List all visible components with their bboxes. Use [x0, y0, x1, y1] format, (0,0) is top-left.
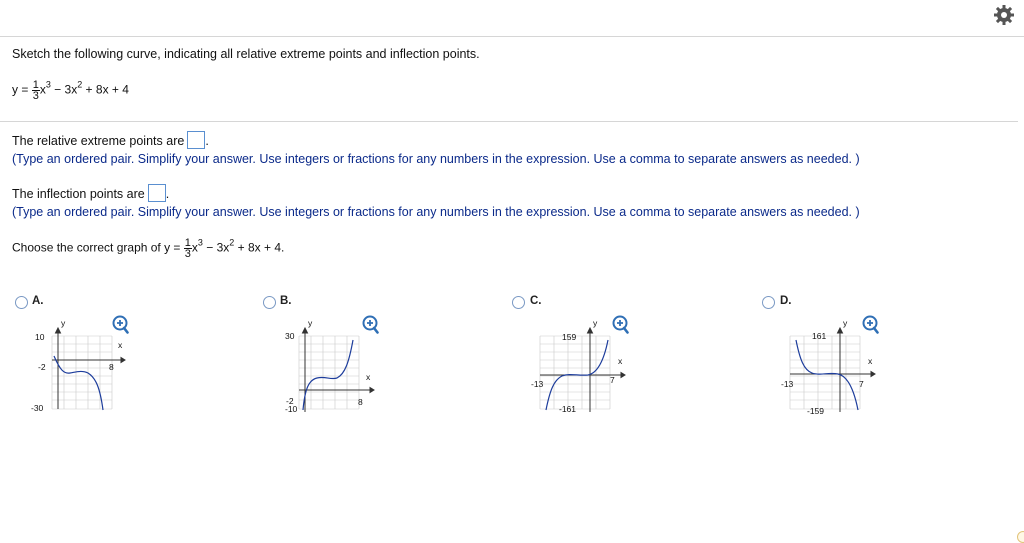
option-a-xaxis-name: x: [118, 340, 123, 350]
option-d-ytop-label: 161: [812, 331, 827, 341]
question-instruction: Sketch the following curve, indicating all relative extreme points and inflection points.: [12, 47, 480, 61]
inflection-points-prompt: The inflection points are .: [12, 184, 169, 202]
option-a-xright-label: 8: [109, 362, 114, 372]
option-a-yaxis-name: y: [61, 318, 66, 328]
option-b-label[interactable]: B.: [280, 295, 292, 307]
header-divider: [0, 36, 1024, 37]
option-c-ytop-label: 159: [562, 332, 577, 342]
option-b-yaxis-name: y: [308, 318, 313, 328]
option-a-ybot-label: -30: [31, 403, 44, 413]
option-c-label[interactable]: C.: [530, 295, 542, 307]
option-d-yaxis-name: y: [843, 318, 848, 328]
option-a-label[interactable]: A.: [32, 295, 44, 307]
option-a-xleft-label: -2: [38, 362, 46, 372]
option-b-ybot-label: -10: [285, 404, 298, 414]
option-b-radio[interactable]: [263, 296, 276, 309]
inflection-points-hint: (Type an ordered pair. Simplify your answer. Use integers or fractions for any numbers in the expression. Use a comma to separate answers as needed. ): [12, 205, 860, 219]
option-b-xaxis-name: x: [366, 372, 371, 382]
help-bubble-icon[interactable]: [1017, 531, 1024, 543]
graph-choice-prompt: Choose the correct graph of y = $\frac{1}{3}$ $x^3 - 3x^2 + 8x + 4$.: [12, 237, 285, 260]
inflection-points-answer-box[interactable]: [148, 184, 166, 202]
option-d-xright-label: 7: [859, 379, 864, 389]
extreme-points-hint: (Type an ordered pair. Simplify your answer. Use integers or fractions for any numbers in the expression. Use a comma to separate answers as needed. ): [12, 152, 860, 166]
option-b-ytop-label: 30: [285, 331, 295, 341]
section-divider: [0, 121, 1018, 122]
option-a-radio[interactable]: [15, 296, 28, 309]
extreme-points-answer-box[interactable]: [187, 131, 205, 149]
option-b-xleft-label: -2: [286, 396, 294, 406]
option-c-xaxis-name: x: [618, 356, 623, 366]
option-a-ytop-label: 10: [35, 332, 45, 342]
option-c-ybot-label: -161: [559, 404, 577, 414]
option-c-graph[interactable]: [532, 318, 624, 412]
option-b-graph[interactable]: [283, 318, 375, 412]
option-c-radio[interactable]: [512, 296, 525, 309]
option-c-yaxis-name: y: [593, 318, 598, 328]
option-c-xleft-label: -13: [531, 379, 544, 389]
extreme-points-prompt: The relative extreme points are .: [12, 131, 209, 149]
option-d-xleft-label: -13: [781, 379, 794, 389]
question-equation: y = $\frac{1}{3}$ $x^3 - 3x^2 + 8x + 4$: [12, 79, 129, 102]
option-c-xright-label: 7: [610, 375, 615, 385]
option-d-graph[interactable]: [781, 318, 874, 416]
option-b-xright-label: 8: [358, 397, 363, 407]
option-d-ybot-label: -159: [807, 406, 825, 416]
settings-gear-icon[interactable]: [992, 3, 1016, 27]
option-d-xaxis-name: x: [868, 356, 873, 366]
option-d-radio[interactable]: [762, 296, 775, 309]
option-d-label[interactable]: D.: [780, 295, 792, 307]
option-a-graph[interactable]: [30, 318, 122, 412]
